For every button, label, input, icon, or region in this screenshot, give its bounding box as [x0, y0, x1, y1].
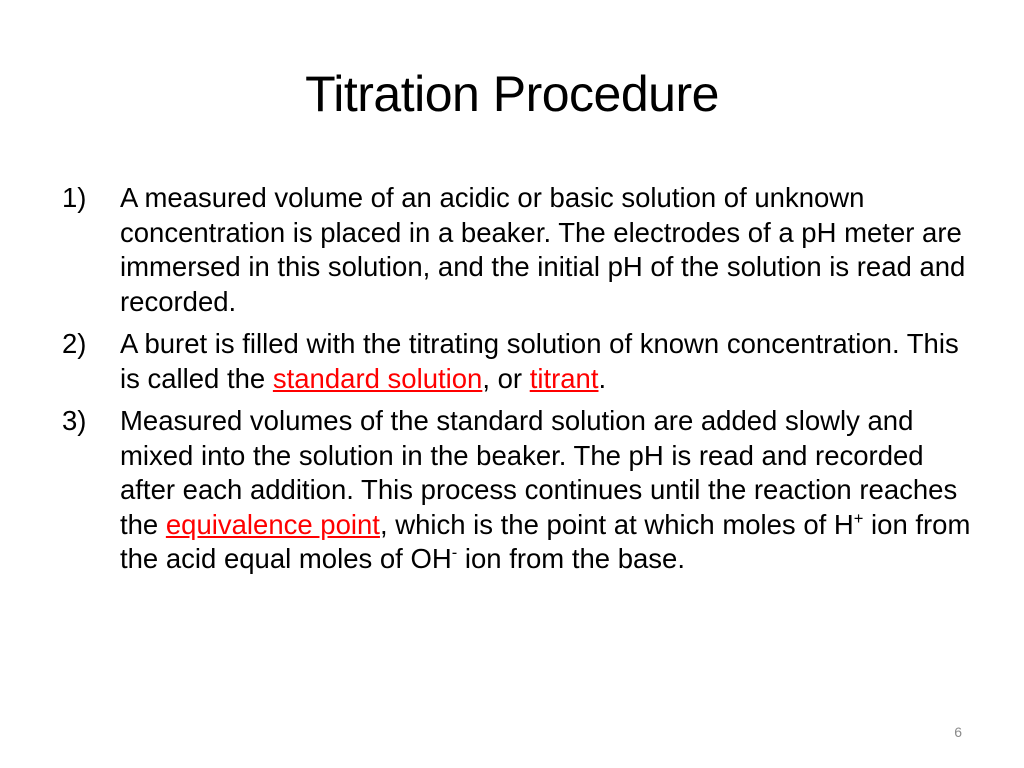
- procedure-list: [62, 181, 972, 585]
- item-text: A measured volume of an acidic or basic solution of unknown concentration is placed in a beaker. The electrodes of a pH meter are immersed in this solution, and the initial pH of the solution is read and recorded.: [120, 182, 966, 317]
- item-number: 3): [62, 405, 87, 436]
- superscript-plus: +: [853, 509, 864, 528]
- item-number: 1): [62, 182, 87, 213]
- term-equivalence-point: equivalence point: [165, 508, 380, 540]
- page-number: 6: [954, 724, 962, 740]
- item-text: ion from the acid equal moles of OH: [120, 508, 971, 574]
- item-number: 2): [62, 328, 87, 359]
- item-text: ion from the base.: [457, 543, 685, 574]
- list-item: [62, 404, 972, 577]
- list-item: [62, 327, 972, 396]
- item-text: A buret is filled with the titrating solution of known concentration. This is called the: [120, 328, 959, 394]
- term-titrant: titrant: [529, 362, 599, 394]
- item-text: .: [598, 362, 607, 394]
- item-text: , or: [482, 362, 530, 394]
- superscript-minus: -: [451, 544, 458, 563]
- slide-title: Titration Procedure: [305, 66, 719, 122]
- list-item: [62, 181, 972, 319]
- term-standard-solution: standard solution: [272, 362, 483, 394]
- item-text: Measured volumes of the standard solution are added slowly and mixed into the solution in the beaker. The pH is read and recorded after each addition. This process continues until the reaction reaches the: [120, 405, 958, 540]
- item-text: , which is the point at which moles of H: [379, 508, 854, 540]
